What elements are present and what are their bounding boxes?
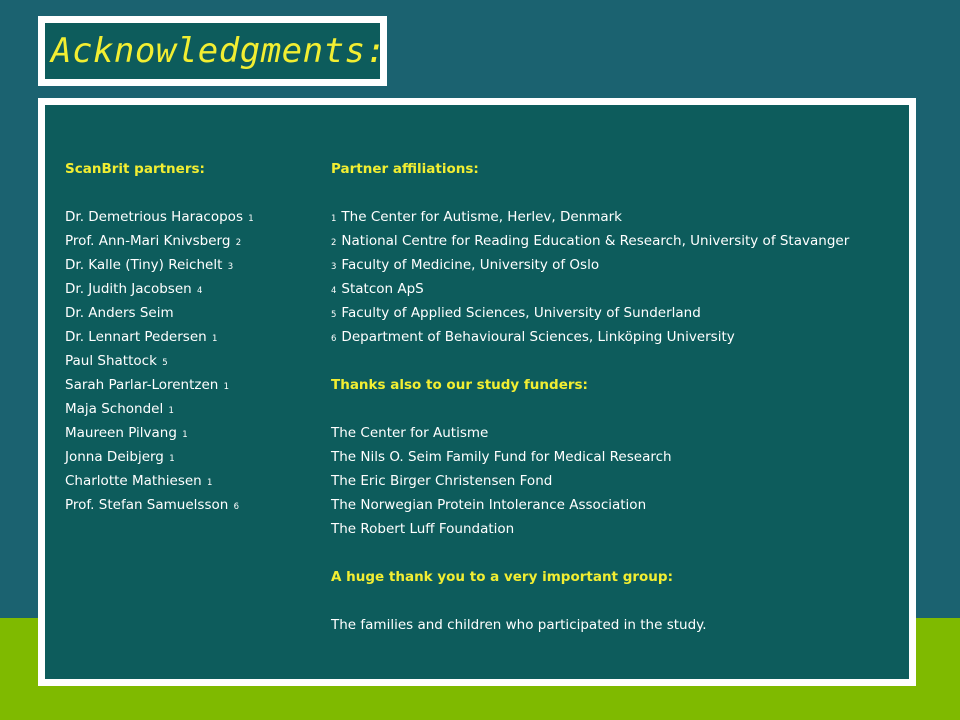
partner-item bbox=[65, 349, 325, 373]
affiliation-text: The Center for Autisme, Herlev, Denmark bbox=[341, 209, 622, 225]
partner-name: Dr. Judith Jacobsen bbox=[65, 281, 192, 297]
affiliations-column bbox=[331, 157, 891, 637]
partner-name: Jonna Deibjerg bbox=[65, 449, 164, 465]
partner-item bbox=[65, 301, 325, 325]
partner-name: Prof. Ann-Mari Knivsberg bbox=[65, 233, 231, 249]
partner-affiliation-ref: 5 bbox=[162, 358, 168, 368]
affiliation-number: 5 bbox=[331, 310, 337, 320]
partners-list bbox=[65, 205, 325, 517]
content-panel-frame bbox=[38, 98, 916, 686]
affiliation-number: 4 bbox=[331, 286, 337, 296]
affiliation-text: Department of Behavioural Sciences, Linköping University bbox=[341, 329, 735, 345]
partner-affiliation-ref: 2 bbox=[235, 238, 242, 248]
partner-name: Dr. Lennart Pedersen bbox=[65, 329, 207, 345]
title-inner bbox=[45, 23, 387, 79]
affiliation-text: Faculty of Applied Sciences, University of Sunderland bbox=[341, 305, 701, 321]
partner-item bbox=[65, 277, 325, 301]
partner-name: Paul Shattock bbox=[65, 353, 157, 369]
affiliation-number: 6 bbox=[331, 334, 337, 344]
affiliation-item bbox=[331, 277, 891, 301]
affiliation-item bbox=[331, 229, 891, 253]
partner-name: Sarah Parlar-Lorentzen bbox=[65, 377, 219, 393]
funder-item: The Center for Autisme bbox=[331, 425, 489, 441]
partner-item bbox=[65, 445, 325, 469]
partner-item bbox=[65, 421, 325, 445]
funders-list bbox=[331, 421, 891, 541]
partner-name: Charlotte Mathiesen bbox=[65, 473, 202, 489]
thanks-heading: A huge thank you to a very important group: bbox=[331, 569, 673, 585]
partner-affiliation-ref: 4 bbox=[197, 286, 203, 296]
content-panel bbox=[45, 105, 909, 679]
partner-affiliation-ref: 3 bbox=[227, 262, 234, 272]
partner-item bbox=[65, 253, 325, 277]
partner-item bbox=[65, 325, 325, 349]
affiliation-item bbox=[331, 301, 891, 325]
affiliation-number: 3 bbox=[331, 262, 337, 272]
affiliation-text: Statcon ApS bbox=[341, 281, 424, 297]
affiliation-number: 1 bbox=[331, 214, 337, 224]
partner-item bbox=[65, 469, 325, 493]
partner-name: Maureen Pilvang bbox=[65, 425, 177, 441]
affiliation-item bbox=[331, 325, 891, 349]
partner-name: Prof. Stefan Samuelsson bbox=[65, 497, 229, 513]
partner-affiliation-ref: 1 bbox=[248, 214, 254, 224]
partner-item bbox=[65, 493, 325, 517]
partner-affiliation-ref: 1 bbox=[207, 478, 213, 488]
affiliation-text: Faculty of Medicine, University of Oslo bbox=[341, 257, 600, 273]
affiliation-number: 2 bbox=[331, 238, 337, 248]
partner-affiliation-ref: 1 bbox=[182, 430, 188, 440]
affiliations-heading: Partner affiliations: bbox=[331, 161, 479, 177]
funder-item: The Nils O. Seim Family Fund for Medical Research bbox=[331, 449, 672, 465]
thanks-text: The families and children who participated in the study. bbox=[331, 617, 707, 633]
partner-affiliation-ref: 6 bbox=[233, 502, 240, 512]
partner-name: Dr. Kalle (Tiny) Reichelt bbox=[65, 257, 223, 273]
partner-affiliation-ref: 1 bbox=[211, 334, 218, 344]
affiliations-list bbox=[331, 205, 891, 349]
affiliation-item bbox=[331, 253, 891, 277]
partner-affiliation-ref: 1 bbox=[169, 454, 175, 464]
funders-heading: Thanks also to our study funders: bbox=[331, 377, 588, 393]
partner-affiliation-ref: 1 bbox=[168, 406, 174, 416]
partner-item bbox=[65, 205, 325, 229]
partner-name: Dr. Anders Seim bbox=[65, 305, 174, 321]
partner-item bbox=[65, 229, 325, 253]
partner-affiliation-ref: 1 bbox=[223, 382, 230, 392]
partner-name: Dr. Demetrious Haracopos bbox=[65, 209, 243, 225]
partners-heading: ScanBrit partners: bbox=[65, 161, 205, 177]
funder-item: The Robert Luff Foundation bbox=[331, 521, 515, 537]
page-title: Acknowledgments: bbox=[51, 31, 387, 71]
funder-item: The Norwegian Protein Intolerance Association bbox=[331, 497, 647, 513]
affiliation-text: National Centre for Reading Education & Research, University of Stavanger bbox=[341, 233, 850, 249]
title-frame bbox=[38, 16, 387, 86]
partners-column bbox=[65, 157, 325, 517]
affiliation-item bbox=[331, 205, 891, 229]
funder-item: The Eric Birger Christensen Fond bbox=[331, 473, 553, 489]
partner-name: Maja Schondel bbox=[65, 401, 164, 417]
partner-item bbox=[65, 373, 325, 397]
partner-item bbox=[65, 397, 325, 421]
